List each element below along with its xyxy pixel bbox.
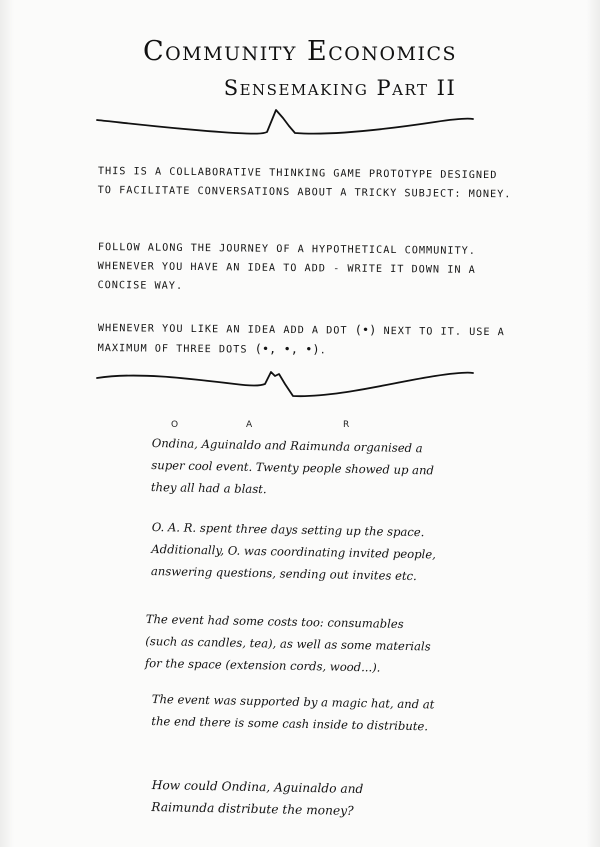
story-text-5: How could Ondina, Aguinaldo and Raimunda distribute the money? — [151, 777, 364, 818]
intro-text-1: THIS IS A COLLABORATIVE THINKING GAME PROTOTYPE DESIGNED TO FACILITATE CONVERSATIONS ABOUT A TRICKY SUBJECT: MONEY. — [97, 165, 512, 201]
initial-a: A — [246, 420, 253, 430]
intro-text-3-part-2: NEXT TO IT. USE A MAXIMUM OF THREE DOTS — [97, 325, 505, 356]
initial-r: R — [343, 420, 350, 430]
intro-text-3 — [98, 318, 518, 362]
story-text-3: The event had some costs too: consumables (such as candles, tea), as well as some materials for the space (extension cords, wood...). — [144, 611, 431, 675]
story-question — [151, 774, 422, 823]
mountain-divider-top — [95, 106, 475, 146]
story-text-2: O. A. R. spent three days setting up the space. Additionally, O. was coordinating invited people, answering questions, sending out invites etc. — [150, 519, 437, 584]
page-title: Community Economics — [142, 36, 458, 67]
single-dot-symbol: (•) — [354, 322, 377, 337]
initial-o: O — [171, 420, 179, 430]
story-paragraph-3 — [145, 608, 436, 680]
intro-paragraph-1 — [98, 162, 518, 204]
story-text-4: The event was supported by a magic hat, and at the end there is some cash inside to distribute. — [151, 691, 435, 734]
mountain-divider-bottom — [95, 364, 475, 404]
page-subtitle: Sensemaking Part II — [223, 76, 457, 100]
story-paragraph-2 — [151, 516, 442, 588]
character-initials — [0, 420, 600, 434]
intro-text-2: FOLLOW ALONG THE JOURNEY OF A HYPOTHETICAL COMMUNITY. WHENEVER YOU HAVE AN IDEA TO ADD - WRITE IT DOWN IN A CONCISE WAY. — [97, 241, 477, 292]
intro-text-3-end: . — [319, 345, 327, 357]
story-paragraph-1 — [151, 432, 442, 504]
intro-text-3-part-1: WHENEVER YOU LIKE AN IDEA ADD A DOT — [97, 322, 348, 337]
intro-paragraph-3 — [98, 318, 518, 362]
story-paragraph-4 — [151, 688, 442, 738]
intro-paragraph-2 — [97, 238, 518, 299]
three-dots-symbol: (•, •, •) — [254, 341, 320, 357]
story-text-1: Ondina, Aguinaldo and Raimunda organised a super cool event. Twenty people showed up and they all had a blast. — [150, 435, 435, 497]
